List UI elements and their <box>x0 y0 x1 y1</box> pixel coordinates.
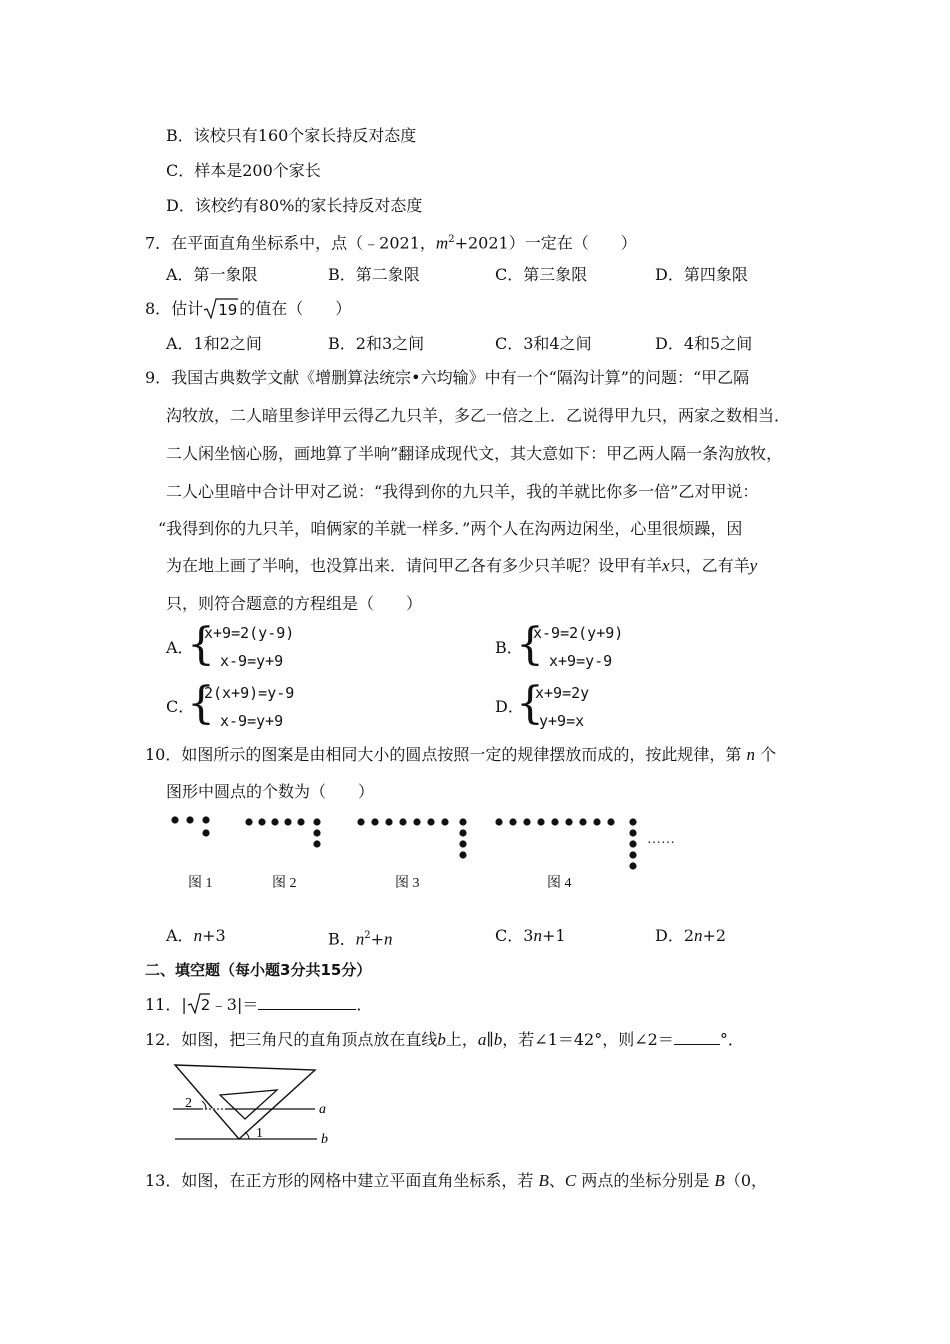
q8-option-a: A．1和2之间 <box>166 334 262 353</box>
angle-2-label: 2 <box>185 1096 192 1111</box>
q7-stem: 7．在平面直角坐标系中，点（﹣2021，$m^2+2021$）一定在（ ） <box>145 233 637 253</box>
q9-option-b-eq1: x-9=2(y+9) <box>533 624 624 642</box>
q11-answer-blank[interactable] <box>258 994 356 1010</box>
q11-stem: 11．| 2 ﹣3|＝ ． <box>145 994 372 1015</box>
q7-option-b: B．第二象限 <box>328 265 420 284</box>
q10-caption-3: 图 3 <box>395 876 420 891</box>
brace-icon: { <box>187 619 215 670</box>
q9-option-b-eq2: x+9=y-9 <box>549 652 613 670</box>
q7-option-a: A．第一象限 <box>166 265 258 284</box>
q13-stem: 13．如图，在正方形的网格中建立平面直角坐标系，若 B、C 两点的坐标分别是 B（0， <box>145 1171 767 1190</box>
q9-line-3: 二人闲坐恼心肠，画地算了半响”翻译成现代文，其大意如下：甲乙两人隔一条沟放牧， <box>166 444 783 463</box>
q10-ellipsis: …… <box>647 832 675 847</box>
sqrt-19: 19 <box>203 299 239 319</box>
q9-option-b-label: B． <box>495 638 523 657</box>
q8-option-d: D．4和5之间 <box>655 334 753 353</box>
figure-4-dots <box>495 818 636 869</box>
brace-icon: { <box>516 619 544 670</box>
q9-option-c-eq1: 2(x+9)=y-9 <box>204 684 295 702</box>
q12-answer-blank[interactable] <box>674 1029 720 1045</box>
q9-option-a-eq1: x+9=2(y-9) <box>204 624 295 642</box>
q9-option-a-eq2: x-9=y+9 <box>220 652 284 670</box>
q8-option-b: B．2和3之间 <box>328 334 425 353</box>
brace-icon: { <box>516 678 544 729</box>
q10-option-d: D．2n+2 <box>655 926 727 945</box>
sqrt-2: 2 <box>187 994 211 1014</box>
q10-stem: 10．如图所示的图案是由相同大小的圆点按照一定的规律摆放而成的，按此规律，第 n 个 <box>145 745 777 764</box>
q9-option-c-label: C． <box>166 697 195 716</box>
q6-option-c: C．样本是200个家长 <box>166 161 321 180</box>
q9-line-5: “我得到你的九只羊，咱俩家的羊就一样多．”两个人在沟两边闲坐，心里很烦躁，因 <box>158 519 743 538</box>
brace-icon: { <box>187 678 215 729</box>
figure-1-dots <box>171 816 209 836</box>
q9-line-4: 二人心里暗中合计甲对乙说：“我得到你的九只羊，我的羊就比你多一倍”乙对甲说： <box>166 482 759 501</box>
angle-2-arc <box>202 1101 206 1109</box>
angle-1-arc <box>245 1132 249 1139</box>
q10-line-2: 图形中圆点的个数为（ ） <box>166 782 375 801</box>
q10-caption-4: 图 4 <box>547 876 572 891</box>
q8-option-c: C．3和4之间 <box>495 334 592 353</box>
outer-triangle <box>175 1065 315 1139</box>
q12-triangle-ruler-figure <box>165 1062 340 1152</box>
q9-option-d-eq1: x+9=2y <box>535 684 590 702</box>
line-b-label: b <box>321 1132 328 1147</box>
q10-option-c: C．3n+1 <box>495 926 566 945</box>
section-2-heading: 二、填空题（每小题3分共15分） <box>145 961 372 979</box>
q8-stem: 8．估计 19 的值在（ ） <box>145 299 352 319</box>
line-a-label: a <box>319 1102 326 1117</box>
q10-caption-1: 图 1 <box>188 876 213 891</box>
q9-line-7: 只，则符合题意的方程组是（ ） <box>166 594 423 613</box>
q10-option-b: B．$n^2+n$ <box>328 929 393 949</box>
q9-option-a-label: A． <box>166 638 194 657</box>
figure-2-dots <box>245 818 320 847</box>
q10-dot-pattern-figure <box>165 815 705 877</box>
q9-line-6: 为在地上画了半响，也没算出来．请问甲乙各有多少只羊呢？设甲有羊x只，乙有羊y <box>166 556 758 575</box>
inner-triangle <box>220 1090 277 1119</box>
q9-line-1: 9．我国古典数学文献《增删算法统宗•六均输》中有一个“隔沟计算”的问题：“甲乙隔 <box>145 368 750 387</box>
q9-line-2: 沟牧放，二人暗里参详甲云得乙九只羊，多乙一倍之上．乙说得甲九只，两家之数相当． <box>166 406 791 425</box>
angle-1-label: 1 <box>256 1126 263 1141</box>
q10-option-a: A．n+3 <box>166 926 226 945</box>
q9-option-d-eq2: y+9=x <box>539 712 585 730</box>
q10-caption-2: 图 2 <box>272 876 297 891</box>
q6-option-d: D．该校约有80%的家长持反对态度 <box>166 196 423 215</box>
q7-option-d: D．第四象限 <box>655 265 748 284</box>
q12-stem: 12．如图，把三角尺的直角顶点放在直线b上，a∥b，若∠1＝42°，则∠2＝ °． <box>145 1030 744 1049</box>
figure-3-dots <box>357 818 466 858</box>
q6-option-b: B．该校只有160个家长持反对态度 <box>166 126 417 145</box>
q7-option-c: C．第三象限 <box>495 265 588 284</box>
q9-option-c-eq2: x-9=y+9 <box>220 712 284 730</box>
q9-option-d-label: D． <box>495 697 524 716</box>
